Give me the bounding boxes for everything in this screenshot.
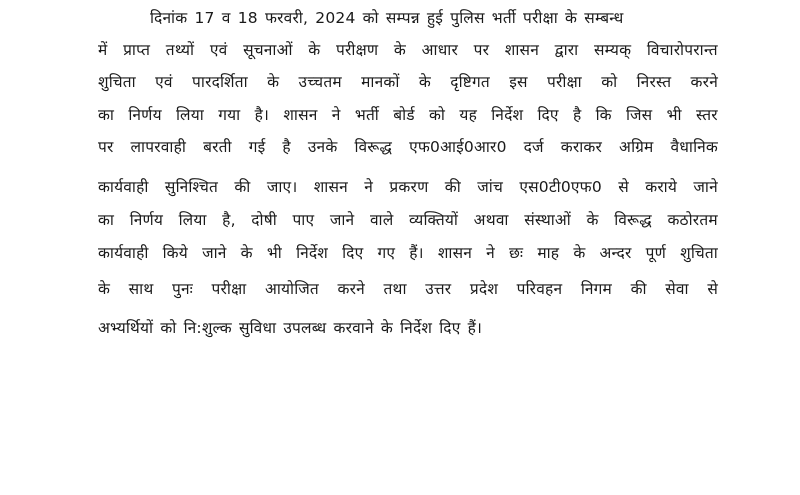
- word: अथवा: [473, 211, 509, 229]
- word: करने: [337, 280, 365, 298]
- word: लापरवाही: [130, 138, 187, 156]
- word: के: [267, 73, 280, 91]
- word: माह: [537, 244, 560, 262]
- text-line-2: [98, 38, 718, 60]
- word: तथ्यों: [165, 41, 195, 59]
- word: संस्थाओं: [524, 211, 571, 229]
- word: भर्ती: [354, 106, 379, 124]
- word: कराये: [645, 178, 678, 196]
- word: गया: [218, 106, 241, 124]
- word: है,: [222, 211, 236, 229]
- word: अन्दर: [599, 244, 632, 262]
- word: हैं।: [409, 244, 424, 262]
- word: को: [429, 106, 446, 124]
- word: परीक्षा: [547, 73, 582, 91]
- word: पर: [98, 138, 114, 156]
- word: भी: [266, 244, 282, 262]
- word: वाले: [369, 211, 394, 229]
- word: एवं: [155, 73, 173, 91]
- word: सुनिश्चित: [164, 178, 219, 196]
- word: गई: [248, 138, 266, 156]
- word: गए: [377, 244, 396, 262]
- word: के: [308, 41, 321, 59]
- word: व्यक्तियों: [409, 211, 459, 229]
- word: कराकर: [560, 138, 603, 156]
- word: छः: [509, 244, 524, 262]
- word: जाने: [202, 244, 227, 262]
- word: दिए: [537, 106, 559, 124]
- word: जाने: [693, 178, 718, 196]
- word: के: [240, 244, 253, 262]
- word: जांच: [477, 178, 503, 196]
- word: परिवहन: [516, 280, 563, 298]
- text-line-5: [98, 135, 718, 157]
- text-line-6: [98, 175, 718, 197]
- word: ने: [364, 178, 374, 196]
- word: एफ0आई0आर0: [409, 138, 507, 156]
- word: विचारोपरान्त: [646, 41, 718, 59]
- word: से: [618, 178, 629, 196]
- word: की: [444, 178, 461, 196]
- word: दृष्टिगत: [450, 73, 490, 91]
- word: बरती: [203, 138, 232, 156]
- word: है: [572, 106, 582, 124]
- word: का: [98, 106, 115, 124]
- word: परीक्षण: [336, 41, 379, 59]
- word: का: [98, 211, 115, 229]
- word: आयोजित: [264, 280, 319, 298]
- word: कठोरतम: [667, 211, 718, 229]
- word: सम्यक्: [593, 41, 632, 59]
- word: उत्तर: [425, 280, 452, 298]
- word: निरस्त: [636, 73, 672, 91]
- text-line-9: [98, 277, 718, 299]
- word: ने: [331, 106, 341, 124]
- word: कार्यवाही: [98, 178, 149, 196]
- text-line-4: [98, 103, 718, 125]
- word: मानकों: [361, 73, 400, 91]
- word: वैधानिक: [670, 138, 718, 156]
- word: निर्देश: [296, 244, 329, 262]
- word: निर्णय: [128, 106, 162, 124]
- word: की: [234, 178, 251, 196]
- word: है: [282, 138, 291, 156]
- word: साथ: [128, 280, 154, 298]
- word: निगम: [580, 280, 613, 298]
- word: से: [707, 280, 718, 298]
- word: इस: [509, 73, 528, 91]
- word: कार्यवाही: [98, 244, 149, 262]
- word: एवं: [209, 41, 228, 59]
- word: के: [573, 244, 586, 262]
- word: परीक्षा: [211, 280, 247, 298]
- word: जाने: [329, 211, 355, 229]
- word: पारदर्शिता: [192, 73, 248, 91]
- word: के: [586, 211, 599, 229]
- word: शासन: [504, 41, 540, 59]
- word: एस0टी0एफ0: [519, 178, 602, 196]
- word: पुनः: [172, 280, 193, 298]
- word: यह: [459, 106, 478, 124]
- text-line-3: [98, 70, 718, 92]
- word: लिया: [176, 106, 204, 124]
- word: उच्चतम: [298, 73, 342, 91]
- word: प्रकरण: [389, 178, 429, 196]
- word: ने: [486, 244, 495, 262]
- word: लिया: [178, 211, 207, 229]
- word: है।: [254, 106, 270, 124]
- word: प्रदेश: [469, 280, 499, 298]
- text-line-1: दिनांक 17 व 18 फरवरी, 2024 को सम्पन्न हुई पुलिस भर्ती परीक्षा के सम्बन्ध: [150, 9, 624, 27]
- word: जिस: [625, 106, 653, 124]
- word: बोर्ड: [393, 106, 415, 124]
- word: करने: [690, 73, 718, 91]
- word: दिए: [342, 244, 364, 262]
- word: सूचनाओं: [243, 41, 293, 59]
- word: की: [630, 280, 647, 298]
- word: जाए।: [266, 178, 298, 196]
- word: सेवा: [665, 280, 689, 298]
- word: दोषी: [251, 211, 277, 229]
- word: विरूद्ध: [354, 138, 393, 156]
- word: शुचिता: [98, 73, 136, 91]
- word: निर्देश: [491, 106, 524, 124]
- word: पर: [473, 41, 490, 59]
- word: किये: [162, 244, 188, 262]
- word: शासन: [437, 244, 473, 262]
- word: अग्रिम: [619, 138, 654, 156]
- text-line-8: [98, 241, 718, 263]
- word: भी: [666, 106, 682, 124]
- word: शासन: [313, 178, 348, 196]
- word: स्तर: [695, 106, 718, 124]
- text-line-10: अभ्यर्थियों को नि:शुल्क सुविधा उपलब्ध करवाने के निर्देश दिए हैं।: [98, 319, 483, 337]
- word: प्राप्त: [123, 41, 151, 59]
- word: के: [418, 73, 431, 91]
- word: विरूद्ध: [614, 211, 652, 229]
- text-line-7: [98, 208, 718, 230]
- word: के: [393, 41, 407, 59]
- word: के: [98, 280, 111, 298]
- word: में: [98, 41, 108, 59]
- word: पूर्ण: [645, 244, 667, 262]
- word: आधार: [421, 41, 458, 59]
- word: निर्णय: [129, 211, 164, 229]
- word: कि: [595, 106, 612, 124]
- word: पाए: [292, 211, 315, 229]
- word: द्वारा: [554, 41, 579, 59]
- word: शासन: [283, 106, 318, 124]
- word: उनके: [307, 138, 338, 156]
- word: दर्ज: [523, 138, 544, 156]
- word: शुचिता: [680, 244, 718, 262]
- word: तथा: [383, 280, 407, 298]
- word: को: [601, 73, 618, 91]
